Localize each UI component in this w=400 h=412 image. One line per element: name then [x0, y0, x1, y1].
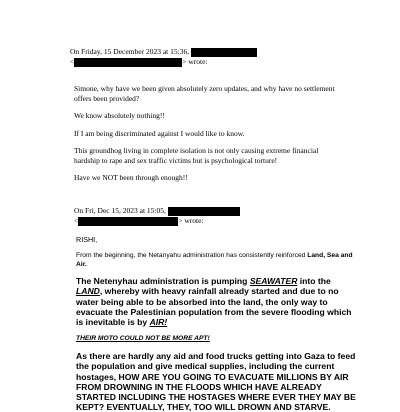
seawater-paragraph [76, 276, 358, 327]
evacuation-paragraph: As there are hardly any aid and food trucks getting into Gaza to feed the population and give medical supplies, including the current hostages, HOW ARE YOU GOING TO EVACUATE MILLIONS BY AIR FROM DROWNING IN THE FLOODS WHICH HAVE ALREADY STARTED INCLUDING THE HOSTAGES WHERE EVER THEY MAY BE KEPT? EVENTUALLY, THEY, TOO WILL DROWN AND STARVE. [76, 351, 356, 412]
intro-text: From the beginning, the Netanyahu administration has consistently reinforced [76, 252, 306, 259]
email-body-1 [74, 84, 336, 183]
redacted-name-block [191, 48, 257, 57]
header-1-lt: < [70, 56, 75, 66]
header-1-date: On Friday, 15 December 2023 at 15:36, [70, 47, 190, 56]
redacted-name-block [168, 207, 240, 216]
email-body-2 [76, 235, 358, 412]
header-2-line-2 [74, 216, 394, 226]
p1-a: The Netenyhau administration is pumping [76, 276, 250, 287]
message-paragraph: Simone, why have we been given absolutely zero updates, and why have no settlement offers been provided? [74, 84, 335, 103]
salutation: RISHI, [76, 235, 98, 244]
seawater-emphasis: SEAWATER [249, 276, 298, 287]
header-1-wrote: > wrote: [182, 56, 208, 66]
intro-bold: Land, Sea and Air. [76, 252, 353, 268]
land-emphasis: LAND [76, 286, 100, 297]
message-paragraph: If I am being discriminated against I would like to know. [74, 128, 245, 138]
redacted-email-block [74, 58, 182, 67]
email-header-1 [70, 47, 390, 67]
header-2-wrote: > wrote: [178, 215, 204, 225]
redacted-email-block [78, 217, 178, 226]
header-2-date: On Fri, Dec 15, 2023 at 15:05, [74, 206, 166, 215]
header-2-line-1 [74, 206, 394, 216]
p1-c: into the [297, 276, 331, 287]
intro-paragraph [76, 252, 358, 269]
p1-e: , whereby with heavy rainfall already started and due to no water being able to be absorbed into the land, the only way to evacuate the Palestinian population from the severe flooding which is inevitable is by [76, 286, 352, 327]
header-1-line-1 [70, 47, 390, 57]
moto-line: THEIR MOTO COULD NOT BE MORE APT! [76, 335, 210, 343]
air-emphasis: AIR! [149, 317, 168, 327]
header-1-line-2 [70, 57, 390, 67]
header-2-lt: < [74, 215, 79, 225]
email-header-2 [74, 206, 394, 226]
message-paragraph: This groundhog living in complete isolation is not only causing extreme financial hardship to rape and sex traffic victims but is psychological torture! [74, 146, 319, 165]
message-paragraph: We know absolutely nothing!! [74, 111, 165, 120]
message-paragraph: Have we NOT been through enough!! [74, 173, 188, 182]
